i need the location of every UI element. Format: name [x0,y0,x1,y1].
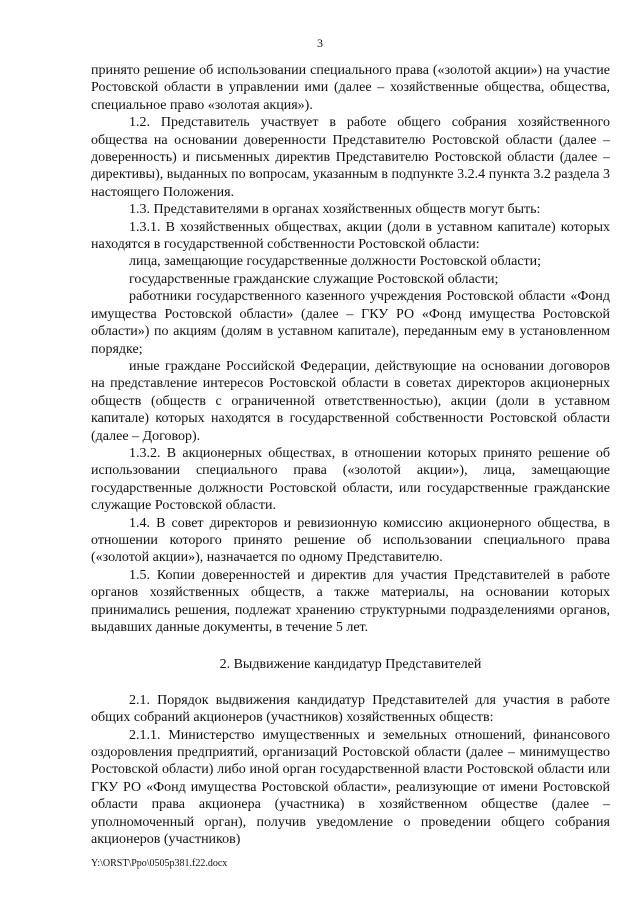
paragraph-1-3-2: 1.3.2. В акционерных обществах, в отношении которых принято решение об использовании специального права («золотой акции»), лица, замещающие государственные должности Ростовской области, или государственные гражданские служащие Ростовской области. [91,445,610,514]
section-heading: 2. Выдвижение кандидатур Представителей [219,657,482,673]
paragraph-1-5: 1.5. Копии доверенностей и директив для участия Представителей в работе органов хозяйственных обществ, а также материалы, на основании которых принимались решения, подлежат хранению структурными подразделениями органов, выдавших данные документы, в течение 5 лет. [91,567,610,635]
list-item-officials: лица, замещающие государственные должности Ростовской области; [129,254,542,270]
paragraph-1-4: 1.4. В совет директоров и ревизионную комиссию акционерного общества, в отношении которого принято решение об использовании специального права («золотой акции»), назначается по одному Представителю. [91,515,610,566]
paragraph-2-1-1: 2.1.1. Министерство имущественных и земельных отношений, финансового оздоровления предприятий, организаций Ростовской области (далее – минимущество Ростовской области) либо иной орган государственной власти Ростовской области или ГКУ РО «Фонд имущества Ростовской области», реализующие от имени Ростовской области права акционера (участника) в хозяйственном обществе (далее – уполномоченный орган), получив уведомление о проведении общего собрания акционеров (участников) [91,727,610,848]
paragraph-1-2: 1.2. Представитель участвует в работе общего собрания хозяйственного общества на основании доверенности Представителю Ростовской области (далее – доверенность) и письменных директив Представителю Ростовской области (далее – директивы), выданных по вопросам, указанным в подпункте 3.2.4 пункта 3.2 раздела 3 настоящего Положения. [91,115,610,200]
document-body [91,62,610,848]
list-item-citizens: иные граждане Российской Федерации, действующие на основании договоров на представление интересов Ростовской области в советах директоров акционерных обществ (обществ с ограниченной ответственностью), акции (доли в уставном капитале) которых находятся в государственной собственности Ростовской области (далее – Договор). [91,358,610,444]
paragraph-continuation: принято решение об использовании специального права («золотой акции») на участие Ростовской области в управлении ими (далее – хозяйственные общества, общества, специальное право «золотая акция»). [91,63,610,113]
paragraph-2-1: 2.1. Порядок выдвижения кандидатур Представителей для участия в работе общих собраний акционеров (участников) хозяйственных обществ: [91,692,610,726]
paragraph-1-3: 1.3. Представителями в органах хозяйственных обществ могут быть: [129,202,541,218]
footer-file-path: Y:\ORST\Ppo\0505p381.f22.docx [91,858,228,869]
paragraph-1-3-1: 1.3.1. В хозяйственных обществах, акции (доли в уставном капитале) которых находятся в государственной собственности Ростовской области: [91,219,610,253]
list-item-civil-servants: государственные гражданские служащие Ростовской области; [129,271,499,287]
list-item-fund-workers: работники государственного казенного учреждения Ростовской области «Фонд имущества Ростовской области» (далее – ГКУ РО «Фонд имущества Ростовской области») по акциям (долям в уставном капитале), переданным ему в установленном порядке; [91,289,610,357]
page-number: 3 [317,36,323,50]
